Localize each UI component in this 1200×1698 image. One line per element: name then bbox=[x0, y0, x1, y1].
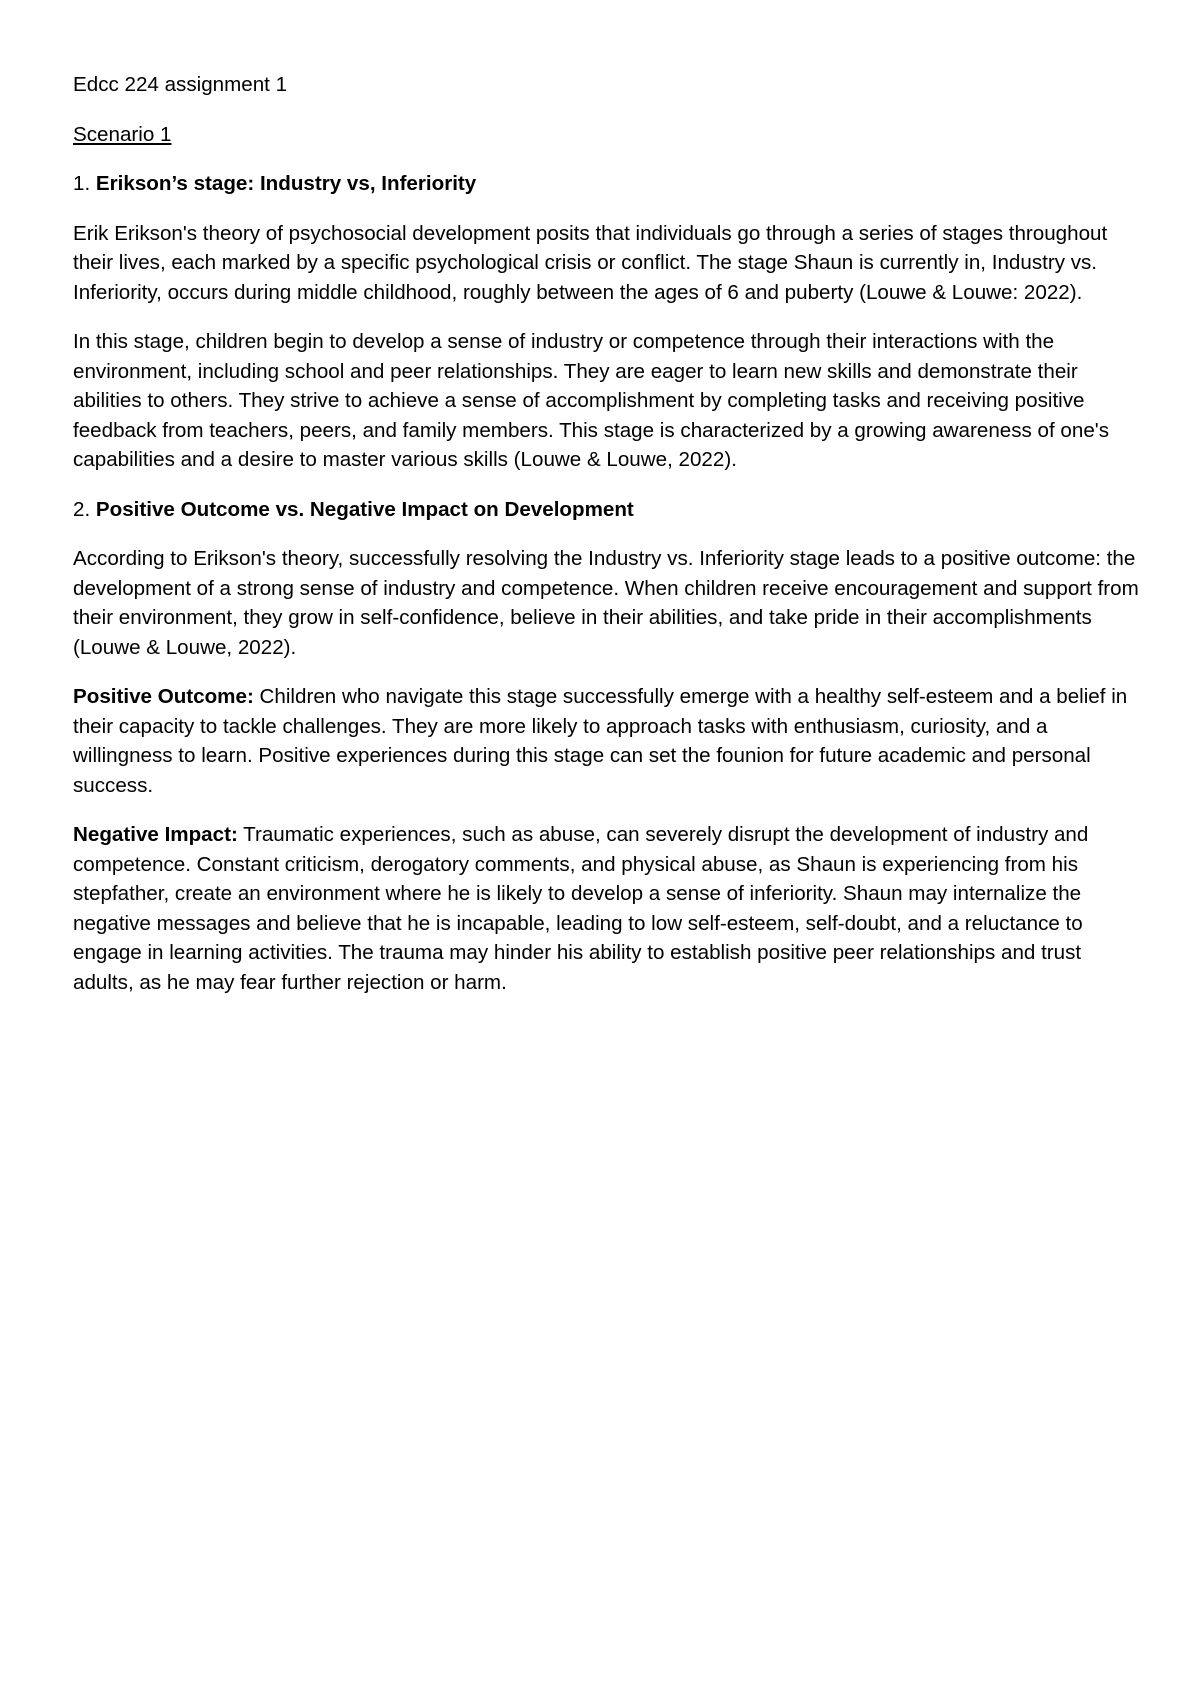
positive-outcome-text: Children who navigate this stage successfully emerge with a healthy self-esteem and a belief in their capacity to tackle challenges. They are more likely to approach tasks with enthusiasm, curiosity, and a willingness to learn. Positive experiences during this stage can set the founion for future academic and personal success. bbox=[73, 685, 1128, 797]
section-2-heading bbox=[73, 495, 1143, 525]
positive-outcome-paragraph bbox=[73, 682, 1143, 800]
section-1-paragraph-2: In this stage, children begin to develop a sense of industry or competence through their interactions with the environment, including school and peer relationships. They are eager to learn new skills and demonstrate their abilities to others. They strive to achieve a sense of accomplishment by completing tasks and receiving positive feedback from teachers, peers, and family members. This stage is characterized by a growing awareness of one's capabilities and a desire to master various skills (Louwe & Louwe, 2022). bbox=[73, 330, 1110, 471]
negative-impact-label: Negative Impact: bbox=[73, 823, 238, 846]
section-2-paragraph: According to Erikson's theory, successfully resolving the Industry vs. Inferiority stage leads to a positive outcome: the development of a strong sense of industry and competence. When children receive encouragement and support from their environment, they grow in self-confidence, believe in their abilities, and take pride in their accomplishments (Louwe & Louwe, 2022). bbox=[73, 547, 1139, 659]
section-2-title: Positive Outcome vs. Negative Impact on Development bbox=[95, 497, 634, 521]
section-1-title: Erikson’s stage: Industry vs, Inferiority bbox=[95, 172, 477, 195]
section-1-number: 1. bbox=[73, 172, 96, 195]
negative-impact-paragraph bbox=[73, 820, 1143, 997]
negative-impact-text: Traumatic experiences, such as abuse, can severely disrupt the development of industry and competence. Constant criticism, derogatory comments, and physical abuse, as Shaun is experiencing from his stepfather, create an environment where he is likely to develop a sense of inferiority. Shaun may internalize the negative messages and believe that he is incapable, leading to low self-esteem, self-doubt, and a reluctance to engage in learning activities. The trauma may hinder his ability to establish positive peer relationships and trust adults, as he may fear further rejection or harm. bbox=[73, 823, 1089, 994]
scenario-heading bbox=[73, 120, 1143, 150]
document-body bbox=[73, 70, 1143, 1017]
section-1-heading bbox=[73, 169, 1143, 199]
section-1-paragraph-1: Erik Erikson's theory of psychosocial development posits that individuals go through a series of stages throughout their lives, each marked by a specific psychological crisis or conflict. The stage Shaun is currently in, Industry vs. Inferiority, occurs during middle childhood, roughly between the ages of 6 and puberty (Louwe & Louwe: 2022). bbox=[73, 221, 1108, 304]
positive-outcome-label: Positive Outcome: bbox=[73, 685, 254, 708]
section-2-number: 2. bbox=[73, 497, 96, 521]
document-title: Edcc 224 assignment 1 bbox=[73, 73, 288, 96]
scenario-label: Scenario 1 bbox=[73, 122, 172, 146]
